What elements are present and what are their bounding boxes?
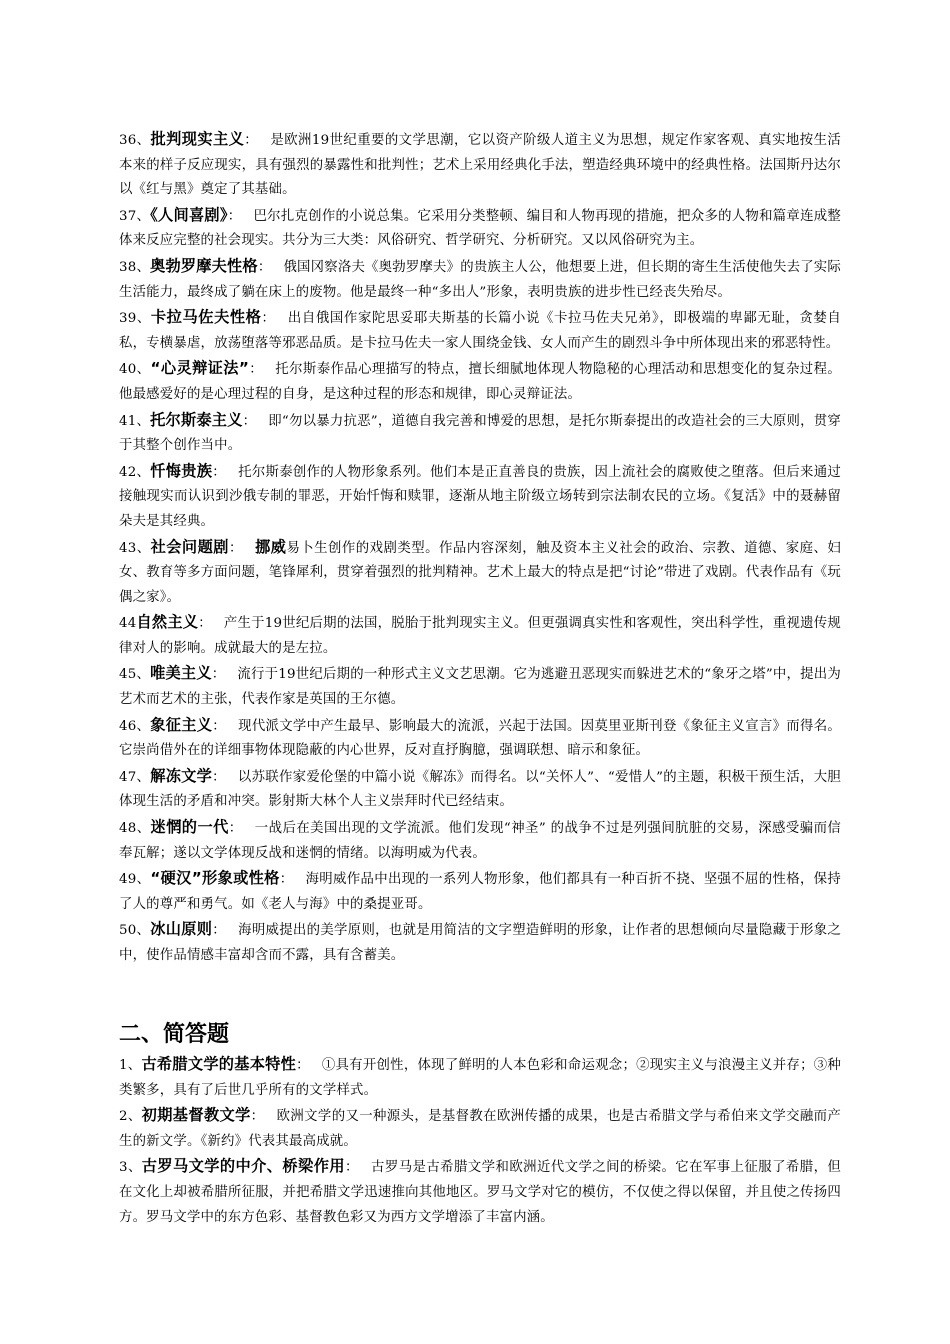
item-term: 忏悔贵族 [150, 461, 213, 480]
item-number: 42、 [119, 464, 151, 480]
item-number: 43、 [119, 540, 151, 556]
item-term: 社会问题剧 [150, 537, 229, 556]
item-term: 《人间喜剧》 [150, 205, 228, 224]
item-separator: ： [261, 311, 276, 327]
item-text: 巴尔扎克创作的小说总集。它采用分类整顿、编目和人物再现的措施，把众多的人物和篇章连成整体来反应完整的社会现实。共分为三大类：风俗研究、哲学研究、分析研究。又以风俗研究为主。 [119, 208, 842, 249]
list-item [119, 254, 841, 305]
list-item [119, 610, 841, 661]
section-title: 二、简答题 [119, 1022, 230, 1047]
short-answer-list [119, 1052, 841, 1230]
item-text: 流行于19世纪后期的一种形式主义文艺思潮。它为逃避丑恶现实而躲进艺术的“象牙之塔”中，提出为艺术而艺术的主张，代表作家是英国的王尔德。 [119, 667, 841, 708]
item-separator: ： [211, 667, 226, 683]
item-text: 即“勿以暴力抗恶”，道德自我完善和博爱的思想，是托尔斯泰提出的改造社会的三大原则，贯穿于其整个创作当中。 [119, 413, 842, 454]
item-separator: ： [257, 259, 272, 275]
item-term: 奥勃罗摩夫性格 [150, 256, 258, 275]
item-number: 2、 [119, 1109, 142, 1125]
item-term: 批判现实主义 [150, 130, 245, 148]
item-term: 象征主义 [150, 715, 213, 734]
item-text: 现代派文学中产生最早、影响最大的流派，兴起于法国。因莫里亚斯刊登《象征主义宣言》而得名。它崇尚借外在的详细事物体现隐蔽的内心世界，反对直抒胸臆，强调联想、暗示和象征。 [119, 718, 842, 759]
terms-list [119, 127, 841, 969]
list-item [119, 764, 841, 815]
list-item [119, 203, 841, 254]
item-lead: 挪威 [254, 537, 287, 556]
item-text: 俄国冈察洛夫《奥勃罗摩夫》的贵族主人公，他想要上进，但长期的寄生生活使他失去了实际生活能力，最终成了躺在床上的废物。他是最终一种“多出人”形象，表明贵族的进步性已经丧失殆尽。 [119, 259, 842, 300]
item-number: 44 [119, 616, 137, 632]
item-term: 冰山原则 [150, 920, 213, 939]
item-separator: ： [212, 923, 226, 939]
item-term: 自然主义 [136, 613, 199, 632]
list-item [119, 661, 841, 712]
item-number: 50、 [119, 923, 151, 939]
item-separator: ： [227, 208, 242, 224]
item-text: 以苏联作家爱伦堡的中篇小说《解冻》而得名。以“关怀人”、“爱惜人”的主题，积极干预生活，大胆体现生活的矛盾和冲突。影射斯大林个人主义崇拜时代已经结束。 [119, 769, 841, 810]
item-text: 托尔斯泰作品心理描写的特点，擅长细腻地体现人物隐秘的心理活动和思想变化的复杂过程。他最感爱好的是心理过程的自身，是这种过程的形态和规律，即心灵辩证法。 [119, 362, 842, 402]
item-number: 3、 [119, 1160, 142, 1176]
list-item [119, 1154, 841, 1230]
item-separator: ： [279, 872, 294, 888]
item-number: 39、 [119, 311, 151, 327]
item-text: ①具有开创性，体现了鲜明的人本色彩和命运观念；②现实主义与浪漫主义并存；③种类繁多，具有了后世几乎所有的文学样式。 [119, 1058, 842, 1098]
item-term: 初期基督教文学 [141, 1106, 251, 1125]
list-item [119, 917, 841, 968]
item-number: 49、 [119, 872, 151, 888]
list-item [119, 127, 841, 203]
item-number: 45、 [119, 667, 151, 683]
item-text: 一战后在美国出现的文学流派。他们发现“神圣” 的战争不过是列强间肮脏的交易，深感受骗而信奉瓦解；遂以文学体现反战和迷惘的情绪。以海明威为代表。 [119, 821, 842, 861]
item-text: 易卜生创作的戏剧类型。作品内容深刻，触及资本主义社会的政治、宗教、道德、家庭、妇女、教育等多方面问题，笔锋犀利，贯穿着强烈的批判精神。艺术上最大的特点是把“讨论”带进了戏剧。代表作品有《玩偶之家》。 [119, 540, 842, 605]
item-separator: ： [212, 464, 226, 480]
item-term: 古罗马文学的中介、桥梁作用 [141, 1157, 345, 1176]
item-number: 47、 [119, 769, 151, 785]
item-number: 46、 [119, 718, 151, 734]
item-separator: ： [250, 1109, 265, 1125]
list-item [119, 459, 841, 535]
item-number: 36、 [119, 133, 151, 148]
item-number: 41、 [119, 413, 151, 429]
item-separator: ： [228, 821, 243, 837]
item-text: 欧洲文学的又一种源头，是基督教在欧洲传播的成果，也是古希腊文学与希伯来文学交融而产生的新文学。《新约》代表其最高成就。 [119, 1109, 842, 1149]
item-term: “心灵辩证法” [150, 359, 250, 378]
item-number: 37、 [119, 208, 151, 224]
item-separator: ： [198, 616, 212, 632]
item-number: 48、 [119, 821, 151, 837]
item-text: 是欧洲19世纪重要的文学思潮，它以资产阶级人道主义为思想，规定作家客观、真实地按生活本来的样子反应现实，具有强烈的暴露性和批判性；艺术上采用经典化手法，塑造经典环境中的经典性格。法国斯丹达尔以《红与黑》奠定了其基础。 [119, 133, 842, 198]
item-text: 古罗马是古希腊文学和欧洲近代文学之间的桥梁。它在军事上征服了希腊，但在文化上却被希腊所征服，并把希腊文学迅速推向其他地区。罗马文学对它的模仿，不仅使之得以保留，并且使之传扬四方。罗马文学中的东方色彩、基督教色彩又为西方文学增添了丰富内涵。 [119, 1160, 842, 1225]
item-term: “硬汉”形象或性格 [150, 869, 280, 888]
item-separator: ： [344, 1160, 359, 1176]
item-text: 出自俄国作家陀思妥耶夫斯基的长篇小说《卡拉马佐夫兄弟》，即极端的卑鄙无耻，贪婪自私，专横暴虐，放荡堕落等邪恶品质。是卡拉马佐夫一家人围绕金钱、女人而产生的剧烈斗争中所体现出来的邪恶特性。 [119, 311, 842, 351]
item-term: 卡拉马佐夫性格 [150, 308, 262, 327]
list-item [119, 305, 841, 356]
item-separator: ： [228, 540, 243, 556]
list-item [119, 1103, 841, 1154]
item-text: 产生于19世纪后期的法国，脱胎于批判现实主义。但更强调真实性和客观性，突出科学性，重视遗传规律对人的影响。成就最大的是左拉。 [119, 616, 841, 656]
item-text: 海明威提出的美学原则，也就是用简洁的文字塑造鲜明的形象，让作者的思想倾向尽量隐藏于形象之中，使作品情感丰富却含而不露，具有含蓄美。 [119, 923, 842, 963]
list-item [119, 356, 841, 407]
item-separator: ： [296, 1058, 310, 1073]
list-item [119, 815, 841, 866]
list-item [119, 866, 841, 917]
item-number: 40、 [119, 362, 151, 378]
item-number: 38、 [119, 259, 151, 275]
list-item [119, 535, 841, 611]
item-number: 1、 [119, 1058, 142, 1073]
item-separator: ： [249, 362, 264, 378]
list-item [119, 713, 841, 764]
item-text: 海明威作品中出现的一系列人物形象，他们都具有一种百折不挠、坚强不屈的性格，保持了人的尊严和勇气。如《老人与海》中的桑提亚哥。 [119, 872, 842, 912]
item-term: 唯美主义 [150, 664, 212, 683]
item-separator: ： [212, 718, 226, 734]
item-separator: ： [244, 133, 259, 148]
list-item [119, 408, 841, 459]
item-separator: ： [242, 413, 257, 429]
item-term: 解冻文学 [150, 766, 213, 785]
item-term: 迷惘的一代 [150, 818, 229, 837]
item-term: 托尔斯泰主义 [150, 410, 243, 429]
list-item [119, 1052, 841, 1103]
item-separator: ： [212, 769, 226, 785]
item-term: 古希腊文学的基本特性 [141, 1055, 297, 1073]
item-text: 托尔斯泰创作的人物形象系列。他们本是正直善良的贵族，因上流社会的腐败使之堕落。但后来通过接触现实而认识到沙俄专制的罪恶，开始忏悔和赎罪，逐渐从地主阶级立场转到宗法制农民的立场。《复活》中的聂赫留朵夫是其经典。 [119, 464, 842, 529]
